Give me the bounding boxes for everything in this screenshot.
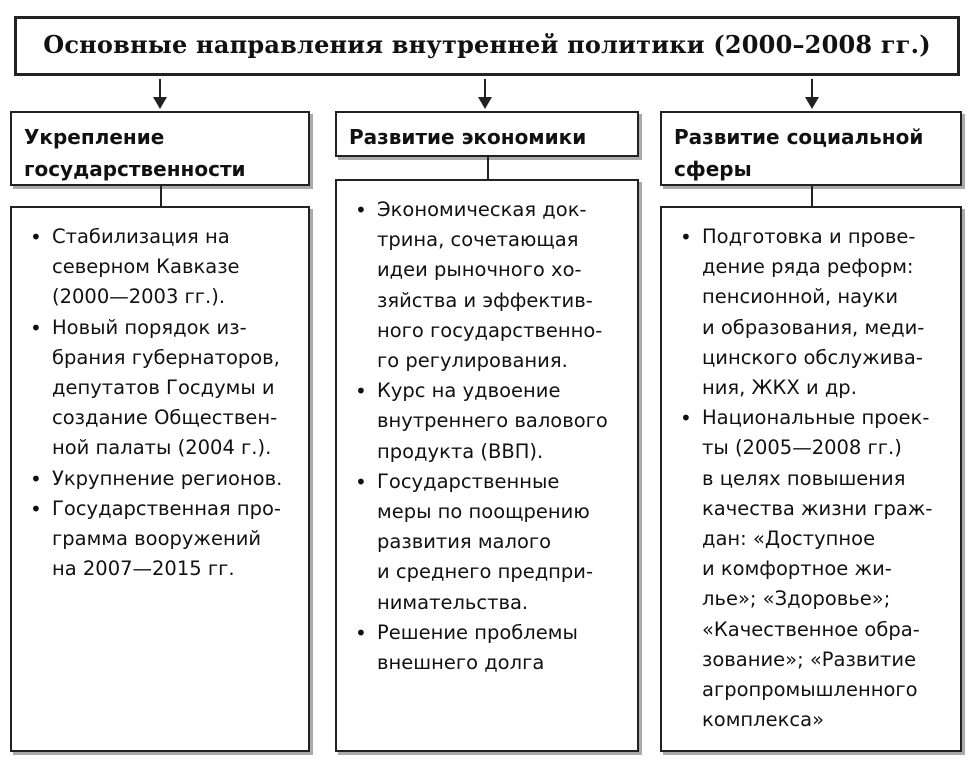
column-3-heading: Развитие социальной сферы [660,111,962,186]
column-2-connector [487,157,489,181]
list-item: • Решение проблемы внешнего долга [347,618,627,678]
column-2-body [335,179,639,752]
list-item: • Государственные меры по поощрению развития малого и среднего предпри- нимательства. [347,467,627,618]
column-1-list [22,222,298,584]
column-1-connector [160,186,162,208]
column-3-body [660,206,962,752]
column-2-heading: Развитие экономики [335,111,639,157]
list-item: • Новый порядок из- брания губернаторов, депутатов Госдумы и создание Обществен- ной палаты (2004 г.). [22,313,298,464]
diagram-title: Основные направления внутренней политики (2000–2008 гг.) [43,30,931,59]
diagram-title-box [14,16,960,76]
list-item: • Укрупнение регионов. [22,464,298,494]
column-1-heading: Укрепление государственности [10,111,310,186]
column-3-list [672,222,950,735]
list-item: • Курс на удвоение внутреннего валового продукта (ВВП). [347,376,627,467]
column-2-list [347,195,627,678]
list-item: • Подготовка и прове- дение ряда реформ: пенсионной, науки и образования, меди- цинского обслужива- ния, ЖКХ и др. [672,222,950,403]
list-item: • Национальные проек- ты (2005—2008 гг.) в целях повышения качества жизни граж- дан: «Доступное и комфортное жи- лье»; «Здоровье»; «Качественное обра- зование»; «Развитие агропромышленного комплекса» [672,403,950,735]
list-item: • Экономическая док- трина, сочетающая идеи рыночного хо- зяйства и эффектив- ного государственно- го регулирования. [347,195,627,376]
list-item: • Стабилизация на северном Кавказе (2000—2003 гг.). [22,222,298,313]
column-3-connector [811,186,813,208]
column-1-body [10,206,310,752]
list-item: • Государственная про- грамма вооружений на 2007—2015 гг. [22,494,298,585]
